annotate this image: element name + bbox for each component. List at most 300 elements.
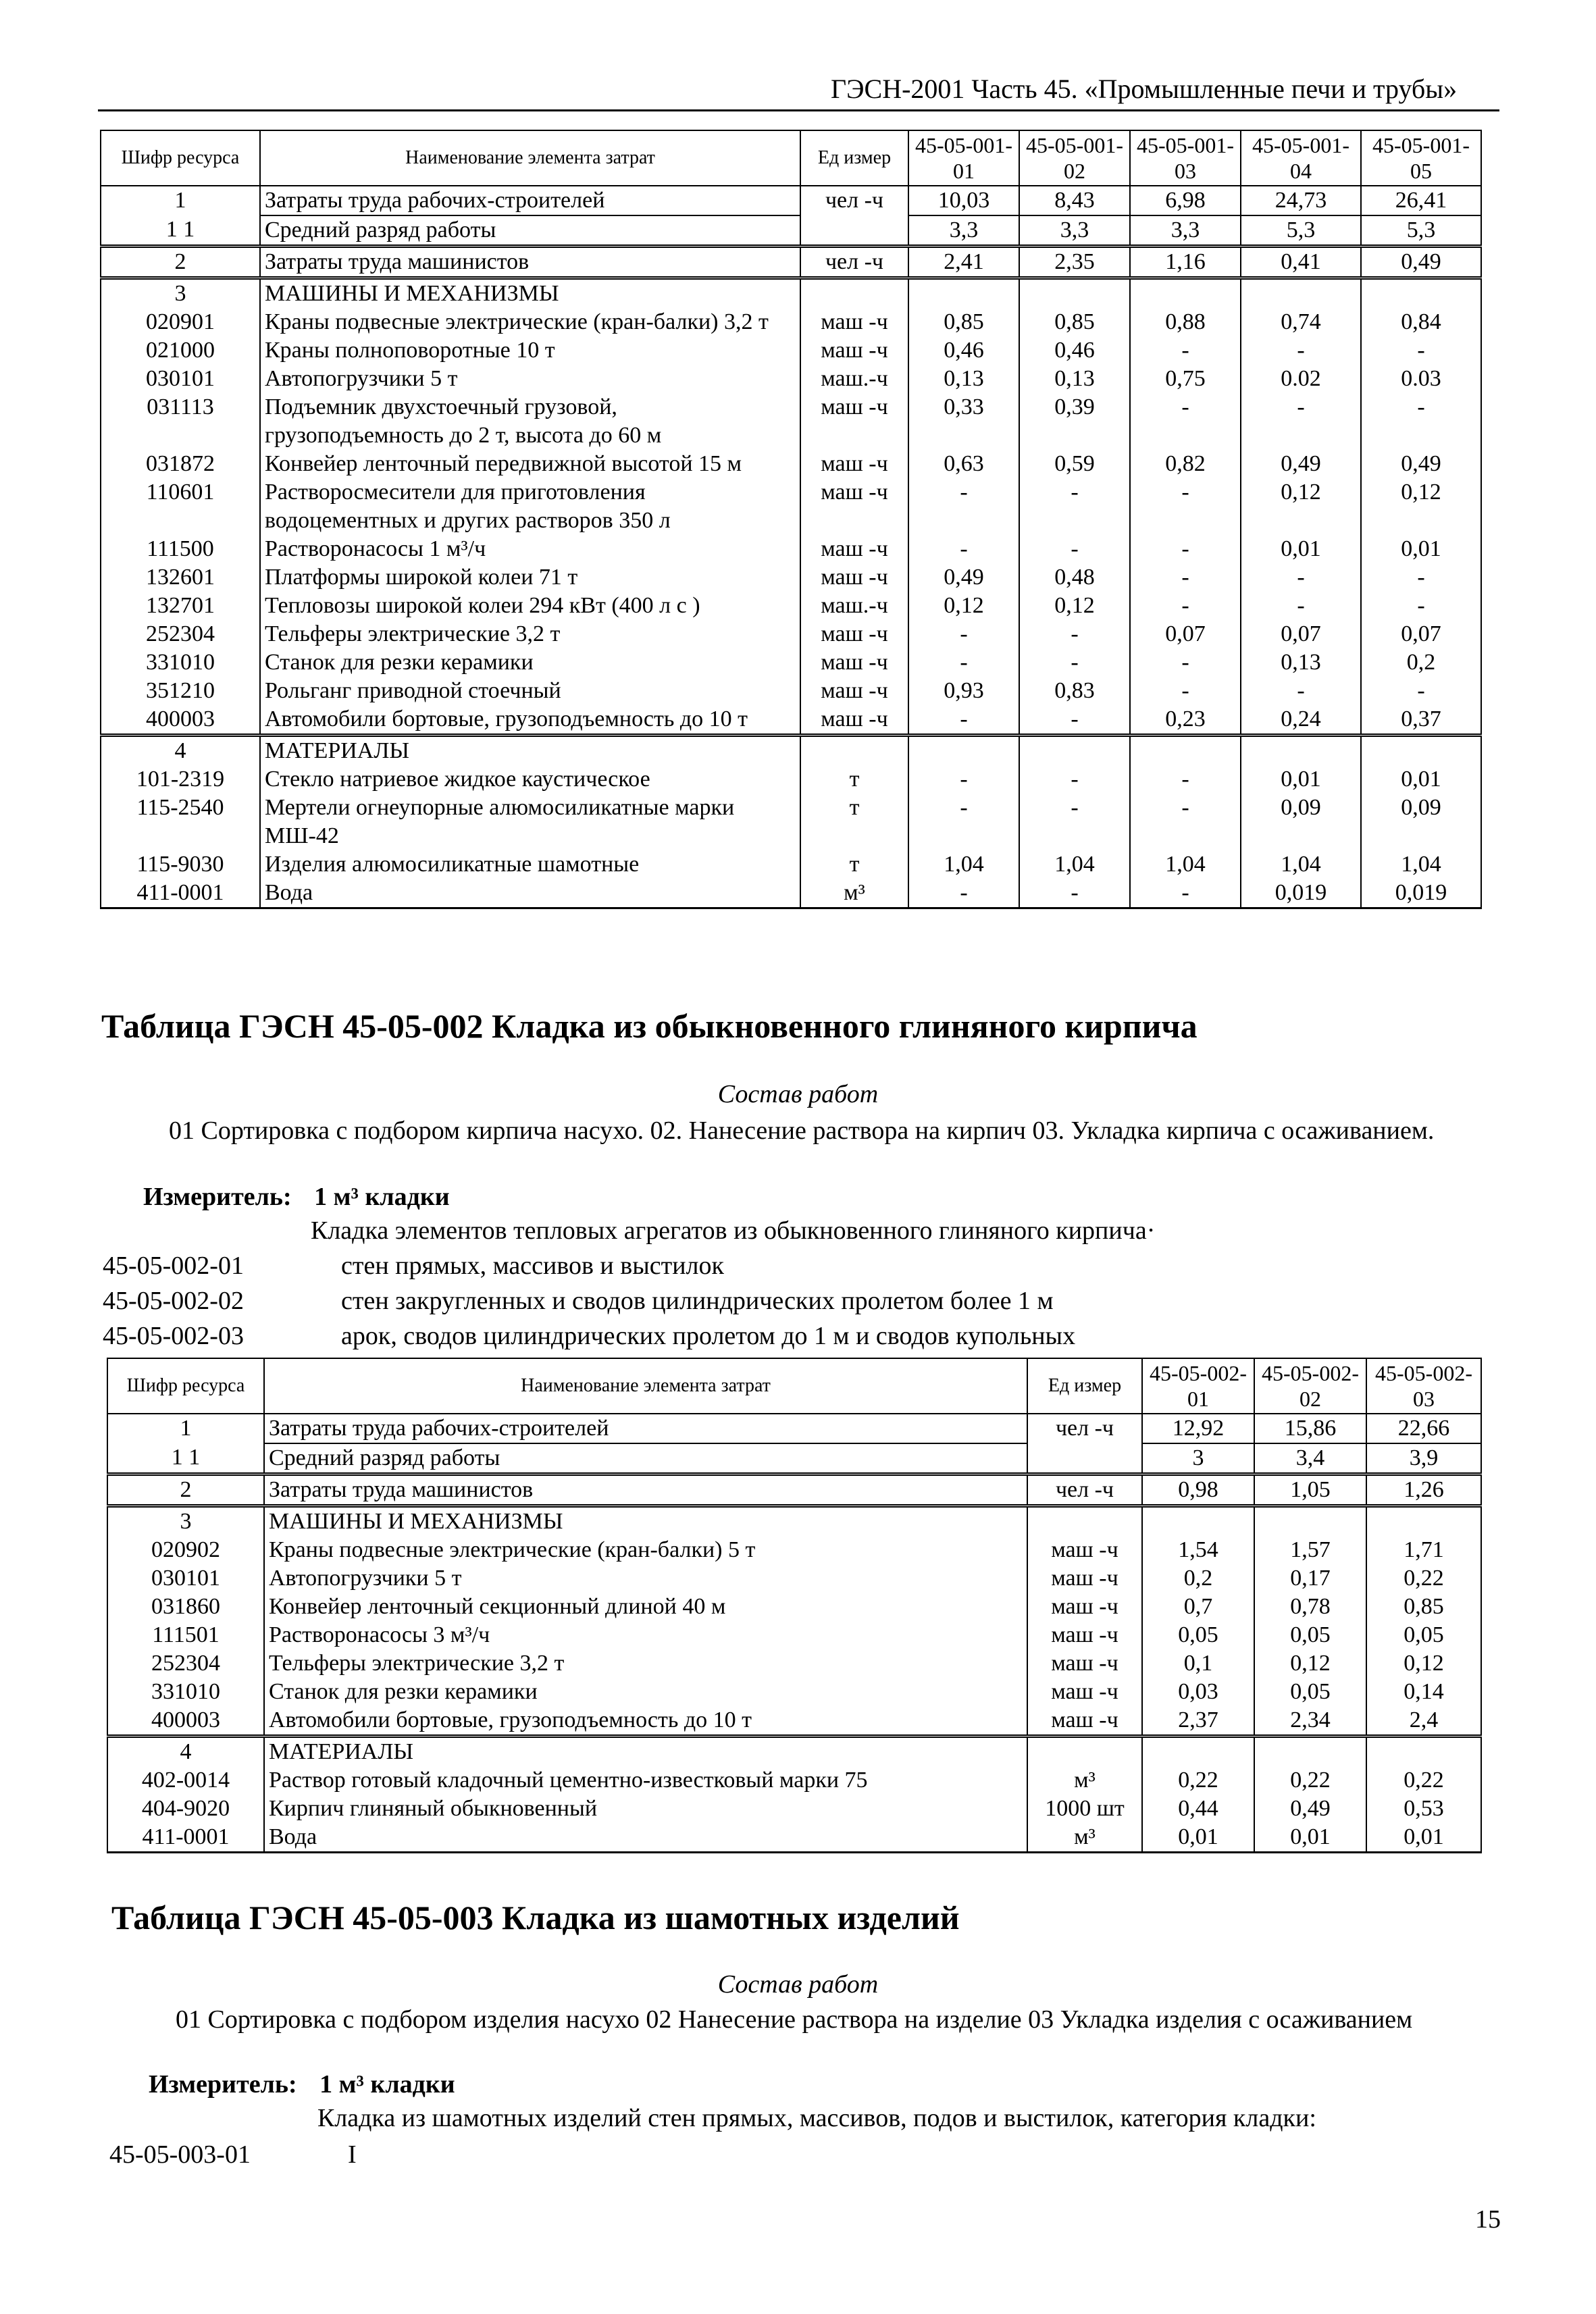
resource-name: Растворосмесители для приготовления водоцементных и других растворов 350 л (260, 478, 800, 535)
norm-value: - (908, 794, 1019, 850)
resource-code: 2 (101, 247, 260, 278)
norm-value: 0,74 (1241, 308, 1361, 336)
table-row (101, 677, 1481, 705)
table-row (101, 705, 1481, 736)
norm-value: - (908, 765, 1019, 794)
table-row (101, 278, 1481, 309)
work-intro: Кладка из шамотных изделий стен прямых, массивов, подов и выстилок, категория кладки: (317, 2104, 1316, 2132)
norm-value (1361, 736, 1481, 766)
norm-value: 1,04 (1130, 850, 1241, 879)
page-header-title: ГЭСН-2001 Часть 45. «Промышленные печи и трубы» (831, 74, 1458, 104)
norm-value (1366, 1506, 1481, 1537)
resource-code: 400003 (107, 1706, 264, 1737)
norm-value: 0,12 (1361, 478, 1481, 535)
norm-value (908, 278, 1019, 309)
table-row (107, 1593, 1481, 1621)
norm-value: 0,12 (1019, 592, 1130, 620)
table-row (107, 1443, 1481, 1474)
norm-value: 0,22 (1366, 1766, 1481, 1795)
norm-value: 1,04 (908, 850, 1019, 879)
norm-value: 0,09 (1361, 794, 1481, 850)
measure-label: Измеритель: (143, 1183, 292, 1211)
norm-value: 8,43 (1019, 186, 1130, 215)
unit: маш -ч (800, 478, 908, 535)
norm-value: 3,3 (1019, 215, 1130, 247)
norm-value: 0,13 (1019, 365, 1130, 393)
norm-value: - (1361, 592, 1481, 620)
composition-text: 01 Сортировка с подбором изделия насухо 02 Нанесение раствора на изделие 03 Укладка изделия с осаживанием (176, 2005, 1413, 2034)
resource-code: 411-0001 (101, 879, 260, 908)
resource-code: 110601 (101, 478, 260, 535)
resource-code: 031860 (107, 1593, 264, 1621)
unit: маш -ч (800, 648, 908, 677)
unit (1027, 1737, 1142, 1767)
work-text: стен закругленных и сводов цилиндрических пролетом более 1 м (341, 1287, 1054, 1315)
norm-value: 1,04 (1019, 850, 1130, 879)
norm-value: 1,54 (1142, 1536, 1254, 1564)
norm-value: 0,22 (1142, 1766, 1254, 1795)
norm-value: - (908, 879, 1019, 908)
resource-name: Подъемник двухстоечный грузовой, грузоподъемность до 2 т, высота до 60 м (260, 393, 800, 450)
resource-name: Средний разряд работы (260, 215, 800, 247)
norm-value: 0,17 (1254, 1564, 1366, 1593)
table-row (101, 535, 1481, 563)
unit: м³ (1027, 1823, 1142, 1853)
norm-value: 0,49 (1241, 450, 1361, 478)
norm-value (1142, 1506, 1254, 1537)
norm-value: 2,35 (1019, 247, 1130, 278)
resource-name: Тельферы электрические 3,2 т (260, 620, 800, 648)
norm-value: - (1019, 705, 1130, 736)
table-title-45-05-003: Таблица ГЭСН 45-05-003 Кладка из шамотных изделий (111, 1899, 960, 1936)
norm-value (1254, 1737, 1366, 1767)
table-row (101, 450, 1481, 478)
norm-value: - (1019, 765, 1130, 794)
resource-name: Вода (264, 1823, 1027, 1853)
norm-value: 0,13 (908, 365, 1019, 393)
resource-name: Вода (260, 879, 800, 908)
norm-value: - (1130, 535, 1241, 563)
resource-name: Автомобили бортовые, грузоподъемность до 10 т (260, 705, 800, 736)
resource-code: 252304 (107, 1649, 264, 1678)
col-header-unit: Ед измер (1027, 1358, 1142, 1414)
resource-name: МАШИНЫ И МЕХАНИЗМЫ (264, 1506, 1027, 1537)
unit: маш -ч (800, 450, 908, 478)
norm-value: 0,53 (1366, 1795, 1481, 1823)
unit: маш -ч (1027, 1678, 1142, 1706)
table-row (107, 1678, 1481, 1706)
norm-value: - (1019, 879, 1130, 908)
col-header-norm: 45-05-002-01 (1142, 1358, 1254, 1414)
unit: маш -ч (1027, 1536, 1142, 1564)
work-code: 45-05-003-01 (109, 2140, 251, 2169)
norm-value (1366, 1737, 1481, 1767)
norm-value: - (1130, 393, 1241, 450)
norm-value: 0,03 (1142, 1678, 1254, 1706)
norm-value: 2,34 (1254, 1706, 1366, 1737)
norm-value: 0,13 (1241, 648, 1361, 677)
norm-value: 0,39 (1019, 393, 1130, 450)
measure-line (143, 1182, 450, 1212)
table-row (107, 1649, 1481, 1678)
work-text: стен прямых, массивов и выстилок (341, 1252, 724, 1280)
norm-value: - (1130, 563, 1241, 592)
table-row (101, 794, 1481, 850)
table-row (101, 365, 1481, 393)
norm-value: 0,85 (1366, 1593, 1481, 1621)
resource-code: 4 (101, 736, 260, 766)
resource-name: Средний разряд работы (264, 1443, 1027, 1474)
norm-value: - (1019, 620, 1130, 648)
resource-code: 3 (107, 1506, 264, 1537)
norm-value: 0,22 (1366, 1564, 1481, 1593)
resource-name: Автопогрузчики 5 т (264, 1564, 1027, 1593)
table-row (101, 563, 1481, 592)
resource-code: 031872 (101, 450, 260, 478)
table-row (101, 215, 1481, 247)
norm-value: 0,98 (1142, 1474, 1254, 1506)
norm-value (1130, 278, 1241, 309)
col-header-norm: 45-05-001-04 (1241, 130, 1361, 186)
col-header-norm: 45-05-002-02 (1254, 1358, 1366, 1414)
resource-code: 030101 (101, 365, 260, 393)
table-row (107, 1564, 1481, 1593)
norm-value: 0,09 (1241, 794, 1361, 850)
norm-value: 0,59 (1019, 450, 1130, 478)
norm-value: 0,41 (1241, 247, 1361, 278)
resource-code: 1 (101, 186, 260, 215)
table-row (101, 308, 1481, 336)
resource-name: МАТЕРИАЛЫ (260, 736, 800, 766)
table-row (101, 592, 1481, 620)
unit: м³ (1027, 1766, 1142, 1795)
resource-name: Мертели огнеупорные алюмосиликатные марки МШ-42 (260, 794, 800, 850)
norm-value: 0,2 (1361, 648, 1481, 677)
norm-value: - (1019, 648, 1130, 677)
unit: м³ (800, 879, 908, 908)
norm-value: - (1241, 393, 1361, 450)
unit: маш.-ч (800, 365, 908, 393)
resource-name: Станок для резки керамики (264, 1678, 1027, 1706)
norm-value: 0,05 (1366, 1621, 1481, 1649)
resource-name: Растворонасосы 1 м³/ч (260, 535, 800, 563)
table-row (107, 1474, 1481, 1506)
table-row (101, 247, 1481, 278)
table-row (107, 1795, 1481, 1823)
unit: маш -ч (800, 308, 908, 336)
norm-value: 0,82 (1130, 450, 1241, 478)
norm-value: 0,01 (1254, 1823, 1366, 1853)
unit: т (800, 765, 908, 794)
col-header-norm: 45-05-001-02 (1019, 130, 1130, 186)
table-row (101, 850, 1481, 879)
resource-code: 252304 (101, 620, 260, 648)
norm-value: 0,05 (1254, 1621, 1366, 1649)
norm-value: - (1361, 677, 1481, 705)
resource-code: 101-2319 (101, 765, 260, 794)
norm-value: - (1130, 336, 1241, 365)
col-header-norm: 45-05-001-05 (1361, 130, 1481, 186)
resource-name: Растворонасосы 3 м³/ч (264, 1621, 1027, 1649)
norm-value: 0,37 (1361, 705, 1481, 736)
unit: маш -ч (800, 336, 908, 365)
composition-heading: Состав работ (717, 1970, 879, 1999)
unit: чел -ч (1027, 1474, 1142, 1506)
norm-value: - (1019, 535, 1130, 563)
resource-name: Затраты труда рабочих-строителей (260, 186, 800, 215)
norm-value: 2,37 (1142, 1706, 1254, 1737)
norm-value: 1,04 (1241, 850, 1361, 879)
resource-name: Кирпич глиняный обыкновенный (264, 1795, 1027, 1823)
resource-name: Платформы широкой колеи 71 т (260, 563, 800, 592)
norm-value: - (1241, 563, 1361, 592)
col-header-code: Шифр ресурса (101, 130, 260, 186)
norm-value: - (1241, 336, 1361, 365)
norm-value: 0,49 (1361, 450, 1481, 478)
norm-value: 0,1 (1142, 1649, 1254, 1678)
norm-value (1019, 278, 1130, 309)
header-rule (98, 109, 1499, 111)
table-row (101, 186, 1481, 215)
norm-value: - (908, 648, 1019, 677)
resource-table-45-05-002 (107, 1358, 1482, 1853)
norm-value: 0,01 (1142, 1823, 1254, 1853)
unit: т (800, 850, 908, 879)
norm-value: 0,88 (1130, 308, 1241, 336)
norm-value: 0,12 (908, 592, 1019, 620)
norm-value: 3,4 (1254, 1443, 1366, 1474)
resource-name: Тельферы электрические 3,2 т (264, 1649, 1027, 1678)
table-row (101, 620, 1481, 648)
norm-value: 0,46 (1019, 336, 1130, 365)
unit (800, 278, 908, 309)
unit: маш -ч (1027, 1593, 1142, 1621)
norm-value: 24,73 (1241, 186, 1361, 215)
norm-value: - (1130, 677, 1241, 705)
norm-value: 0,49 (1254, 1795, 1366, 1823)
norm-value: 3 (1142, 1443, 1254, 1474)
norm-value: 0,019 (1241, 879, 1361, 908)
table-row (101, 478, 1481, 535)
table-row (107, 1823, 1481, 1853)
norm-value: 0,75 (1130, 365, 1241, 393)
table-row (107, 1766, 1481, 1795)
measure-value: 1 м³ кладки (314, 1183, 450, 1211)
measure-label: Измеритель: (149, 2070, 297, 2099)
unit (1027, 1443, 1142, 1474)
resource-name: Краны подвесные электрические (кран-балки) 5 т (264, 1536, 1027, 1564)
work-text: арок, сводов цилиндрических пролетом до 1 м и сводов купольных (341, 1322, 1076, 1350)
norm-value: 26,41 (1361, 186, 1481, 215)
norm-value: 15,86 (1254, 1414, 1366, 1443)
col-header-name: Наименование элемента затрат (264, 1358, 1027, 1414)
norm-value: - (1130, 648, 1241, 677)
norm-value: 0,49 (908, 563, 1019, 592)
unit (1027, 1506, 1142, 1537)
norm-value: 0,01 (1361, 535, 1481, 563)
table-row (107, 1536, 1481, 1564)
norm-value: 0,23 (1130, 705, 1241, 736)
norm-value: 0,2 (1142, 1564, 1254, 1593)
resource-code: 030101 (107, 1564, 264, 1593)
norm-value: 0,01 (1361, 765, 1481, 794)
col-header-code: Шифр ресурса (107, 1358, 264, 1414)
norm-value (1241, 278, 1361, 309)
norm-value: 0,07 (1241, 620, 1361, 648)
norm-value (1254, 1506, 1366, 1537)
unit: чел -ч (800, 186, 908, 215)
table-row (101, 879, 1481, 908)
norm-value: - (908, 705, 1019, 736)
norm-value: - (1130, 879, 1241, 908)
resource-code: 331010 (101, 648, 260, 677)
norm-value: 0,48 (1019, 563, 1130, 592)
norm-value: 0,12 (1254, 1649, 1366, 1678)
resource-name: Затраты труда машинистов (260, 247, 800, 278)
table-title-45-05-002: Таблица ГЭСН 45-05-002 Кладка из обыкновенного глиняного кирпича (101, 1007, 1198, 1045)
resource-code: 400003 (101, 705, 260, 736)
resource-code: 331010 (107, 1678, 264, 1706)
table-row (101, 765, 1481, 794)
norm-value: - (1130, 794, 1241, 850)
table-row (107, 1706, 1481, 1737)
table-row (107, 1414, 1481, 1443)
resource-code: 132701 (101, 592, 260, 620)
resource-code: 2 (107, 1474, 264, 1506)
norm-value: 2,4 (1366, 1706, 1481, 1737)
resource-code: 1 1 (107, 1443, 264, 1474)
table-row (101, 648, 1481, 677)
table-row (101, 336, 1481, 365)
norm-value: 0,07 (1361, 620, 1481, 648)
norm-value: 0,14 (1366, 1678, 1481, 1706)
work-text: I (348, 2140, 357, 2169)
resource-code: 1 1 (101, 215, 260, 247)
norm-value: 10,03 (908, 186, 1019, 215)
resource-code: 020901 (101, 308, 260, 336)
norm-value: - (1241, 592, 1361, 620)
norm-value (908, 736, 1019, 766)
work-intro: Кладка элементов тепловых агрегатов из обыкновенного глиняного кирпича· (311, 1216, 1156, 1245)
col-header-unit: Ед измер (800, 130, 908, 186)
unit: маш -ч (1027, 1564, 1142, 1593)
resource-code: 132601 (101, 563, 260, 592)
norm-value: 1,16 (1130, 247, 1241, 278)
norm-value (1130, 736, 1241, 766)
norm-value: - (908, 535, 1019, 563)
norm-value: 0,019 (1361, 879, 1481, 908)
resource-code: 115-2540 (101, 794, 260, 850)
norm-value: 12,92 (1142, 1414, 1254, 1443)
work-code: 45-05-002-01 (103, 1252, 244, 1280)
norm-value: - (1130, 765, 1241, 794)
norm-value: 0,05 (1142, 1621, 1254, 1649)
norm-value: 0,07 (1130, 620, 1241, 648)
resource-code: 1 (107, 1414, 264, 1443)
resource-code: 4 (107, 1737, 264, 1767)
resource-code: 020902 (107, 1536, 264, 1564)
norm-value: 0,12 (1241, 478, 1361, 535)
norm-value: 0,93 (908, 677, 1019, 705)
norm-value: 0,46 (908, 336, 1019, 365)
unit: маш -ч (800, 620, 908, 648)
unit: маш -ч (800, 393, 908, 450)
resource-name: Тепловозы широкой колеи 294 кВт (400 л с ) (260, 592, 800, 620)
norm-value: 1,71 (1366, 1536, 1481, 1564)
table-row (101, 736, 1481, 766)
norm-value: 0.03 (1361, 365, 1481, 393)
resource-code: 351210 (101, 677, 260, 705)
norm-value: 0,44 (1142, 1795, 1254, 1823)
norm-value: 0,22 (1254, 1766, 1366, 1795)
norm-value: - (1361, 393, 1481, 450)
resource-name: Стекло натриевое жидкое каустическое (260, 765, 800, 794)
unit (800, 215, 908, 247)
norm-value: - (1130, 592, 1241, 620)
norm-value: 0,01 (1366, 1823, 1481, 1853)
resource-code: 111500 (101, 535, 260, 563)
norm-value: 5,3 (1241, 215, 1361, 247)
norm-value: 3,3 (1130, 215, 1241, 247)
resource-code: 111501 (107, 1621, 264, 1649)
unit: маш -ч (1027, 1649, 1142, 1678)
unit: т (800, 794, 908, 850)
table-row (101, 393, 1481, 450)
unit: маш -ч (800, 677, 908, 705)
col-header-norm: 45-05-002-03 (1366, 1358, 1481, 1414)
unit: маш.-ч (800, 592, 908, 620)
norm-value: 0,24 (1241, 705, 1361, 736)
norm-value: 0,85 (908, 308, 1019, 336)
norm-value: 0,12 (1366, 1649, 1481, 1678)
page-number: 15 (1475, 2205, 1501, 2234)
work-code: 45-05-002-03 (103, 1322, 244, 1350)
norm-value: 0,01 (1241, 535, 1361, 563)
norm-value: 1,04 (1361, 850, 1481, 879)
norm-value: - (1241, 677, 1361, 705)
norm-value: 0,05 (1254, 1678, 1366, 1706)
norm-value: 0,63 (908, 450, 1019, 478)
norm-value: 0,85 (1019, 308, 1130, 336)
resource-name: Затраты труда машинистов (264, 1474, 1027, 1506)
norm-value (1019, 736, 1130, 766)
resource-code: 021000 (101, 336, 260, 365)
resource-code: 3 (101, 278, 260, 309)
norm-value (1142, 1737, 1254, 1767)
resource-code: 115-9030 (101, 850, 260, 879)
work-code: 45-05-002-02 (103, 1287, 244, 1315)
resource-name: Краны полноповоротные 10 т (260, 336, 800, 365)
resource-name: Автомобили бортовые, грузоподъемность до 10 т (264, 1706, 1027, 1737)
norm-value: 0,01 (1241, 765, 1361, 794)
table-row (107, 1506, 1481, 1537)
norm-value (1361, 278, 1481, 309)
unit: маш -ч (1027, 1621, 1142, 1649)
resource-code: 031113 (101, 393, 260, 450)
norm-value: - (1019, 794, 1130, 850)
norm-value: 22,66 (1366, 1414, 1481, 1443)
norm-value: 0,78 (1254, 1593, 1366, 1621)
norm-value: - (1019, 478, 1130, 535)
resource-name: Изделия алюмосиликатные шамотные (260, 850, 800, 879)
resource-code: 404-9020 (107, 1795, 264, 1823)
measure-value: 1 м³ кладки (319, 2070, 455, 2099)
table-row (107, 1621, 1481, 1649)
norm-value: 0.02 (1241, 365, 1361, 393)
unit: маш -ч (800, 535, 908, 563)
unit: маш -ч (1027, 1706, 1142, 1737)
resource-name: Краны подвесные электрические (кран-балки) 3,2 т (260, 308, 800, 336)
